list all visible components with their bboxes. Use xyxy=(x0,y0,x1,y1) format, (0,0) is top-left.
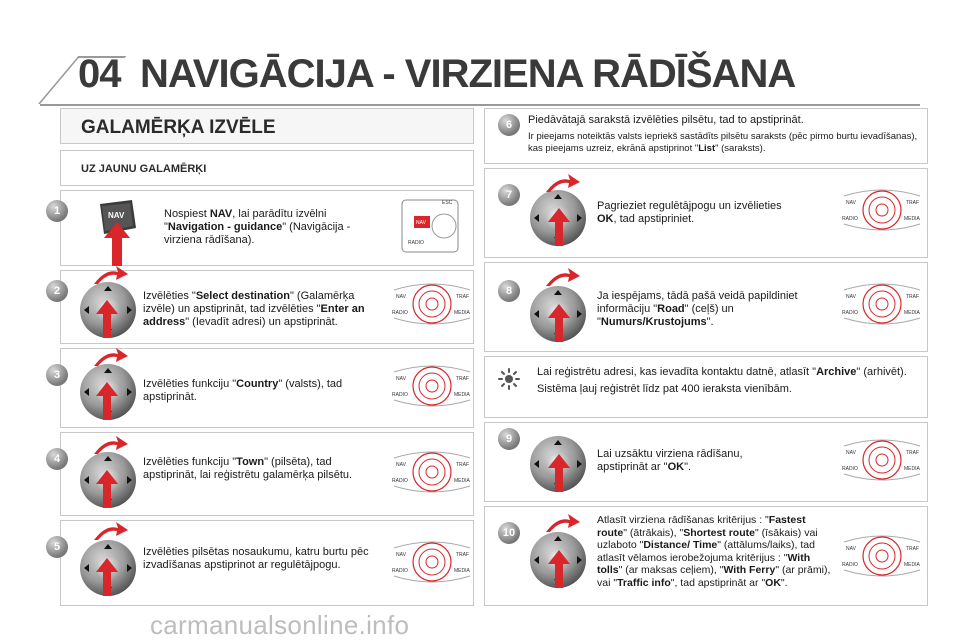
step-4-text: Izvēlēties funkciju "Town" (pilsēta), tad apstiprināt, lai reģistrētu galamērķa pilsētu. xyxy=(143,456,353,481)
press-arrow-icon xyxy=(548,550,570,588)
control-panel-illustration xyxy=(390,534,474,590)
step-7-text: Pagrieziet regulētājpogu un izvēlieties OK, tad apstipriniet. xyxy=(597,200,782,225)
tip-text: Lai reģistrētu adresi, kas ievadīta kontaktu datnē, atlasīt "Archive" (arhivēt). Sistēma ļauj reģistrēt līdz pat 400 ieraksta vienībām. xyxy=(537,366,907,395)
panel-label-radio: RADIO xyxy=(842,310,858,316)
panel-label-nav: NAV xyxy=(396,552,406,558)
panel-label-traf: TRAF xyxy=(456,462,470,468)
panel-label-media: MEDIA xyxy=(454,478,470,484)
watermark: carmanualsonline.info xyxy=(150,610,410,640)
panel-label-traf: TRAF xyxy=(906,200,920,206)
panel-label-radio: RADIO xyxy=(392,478,408,484)
panel-label-media: MEDIA xyxy=(454,310,470,316)
panel-label-media: MEDIA xyxy=(904,466,920,472)
step-badge-8: 8 xyxy=(498,280,520,302)
panel-label-esc: ESC xyxy=(442,200,453,206)
control-panel-illustration xyxy=(390,444,474,500)
step-badge-7: 7 xyxy=(498,184,520,206)
panel-label-radio: RADIO xyxy=(842,562,858,568)
control-panel-illustration xyxy=(390,358,474,414)
step-badge-1: 1 xyxy=(46,200,68,222)
step-badge-3: 3 xyxy=(46,364,68,386)
panel-label-nav: NAV xyxy=(416,220,426,226)
rotate-arrow-icon xyxy=(92,266,128,286)
panel-label-nav: NAV xyxy=(846,294,856,300)
panel-label-nav: NAV xyxy=(846,200,856,206)
step-1-text: Nospiest NAV, lai parādītu izvēlni "Navigation - guidance" (Navigācija - virziena rādīšana). xyxy=(164,208,351,246)
press-arrow-icon xyxy=(548,208,570,246)
control-panel-illustration xyxy=(840,276,924,332)
panel-label-nav: NAV xyxy=(846,546,856,552)
step-badge-6: 6 xyxy=(498,114,520,136)
control-panel-nav-illustration xyxy=(392,196,476,252)
rotate-arrow-icon xyxy=(544,174,580,194)
step-badge-2: 2 xyxy=(46,280,68,302)
panel-label-nav: NAV xyxy=(396,462,406,468)
rotate-arrow-icon xyxy=(544,268,580,288)
panel-label-traf: TRAF xyxy=(906,546,920,552)
panel-label-nav: NAV xyxy=(396,294,406,300)
tip-sun-icon xyxy=(498,368,520,390)
panel-label-traf: TRAF xyxy=(456,376,470,382)
subsection-title: UZ JAUNU GALAMĒRĶI xyxy=(81,163,207,175)
rotate-arrow-icon xyxy=(544,514,580,534)
control-panel-illustration xyxy=(840,182,924,238)
step-badge-4: 4 xyxy=(46,448,68,470)
panel-label-media: MEDIA xyxy=(454,392,470,398)
chapter-number: 04 xyxy=(78,52,121,96)
header-rule xyxy=(40,104,920,106)
step-8-text: Ja iespējams, tādā pašā veidā papildiniet informāciju "Road" (ceļš) un "Numurs/Krustojums". xyxy=(597,290,798,328)
step-badge-10: 10 xyxy=(498,522,520,544)
panel-label-traf: TRAF xyxy=(456,294,470,300)
rotate-arrow-icon xyxy=(92,522,128,542)
panel-label-media: MEDIA xyxy=(454,568,470,574)
step-9-text: Lai uzsāktu virziena rādīšanu, apstiprināt ar "OK". xyxy=(597,448,743,473)
step-badge-9: 9 xyxy=(498,428,520,450)
panel-label-radio: RADIO xyxy=(408,240,424,246)
control-panel-illustration xyxy=(840,432,924,488)
panel-label-media: MEDIA xyxy=(904,562,920,568)
panel-label-radio: RADIO xyxy=(842,466,858,472)
step-6-text: Piedāvātajā sarakstā izvēlēties pilsētu, tad to apstiprināt. Ir pieejams noteiktās valsts iepriekš sastādīts pilsētu saraksts (pēc pirmo burtu ievadīšanas), kas pieejams uzreiz, ekrānā apstiprinot "List" (saraksts). xyxy=(528,114,918,154)
panel-label-radio: RADIO xyxy=(392,568,408,574)
panel-label-nav: NAV xyxy=(846,450,856,456)
section-title: GALAMĒRĶA IZVĒLE xyxy=(81,117,276,138)
panel-label-radio: RADIO xyxy=(392,310,408,316)
page-title: NAVIGĀCIJA - VIRZIENA RĀDĪŠANA xyxy=(140,52,796,96)
step-10-text: Atlasīt virziena rādīšanas kritērijus : "Fastest route" (ātrākais), "Shortest route" (īsākais) vai uzlaboto "Distance/ Time" (attālums/laiks), tad atlasīt vēlamos ierobežojuma kritērijus : "With tolls" (ar maksas ceļiem), "With Ferry" (ar prāmi), vai "Traffic info", tad apstiprināt ar "OK". xyxy=(597,514,831,589)
control-panel-illustration xyxy=(390,276,474,332)
press-arrow-icon xyxy=(104,222,130,266)
press-arrow-icon xyxy=(96,382,118,420)
step-2-text: Izvēlēties "Select destination" (Galamērķa izvēle) un apstiprināt, tad izvēlēties "Enter an address" (Ievadīt adresi) un apstiprināt. xyxy=(143,290,365,328)
press-arrow-icon xyxy=(96,558,118,596)
press-arrow-icon xyxy=(548,304,570,342)
panel-label-traf: TRAF xyxy=(456,552,470,558)
panel-label-traf: TRAF xyxy=(906,450,920,456)
panel-label-radio: RADIO xyxy=(392,392,408,398)
panel-label-traf: TRAF xyxy=(906,294,920,300)
section-title-box xyxy=(60,108,474,144)
nav-button-label: NAV xyxy=(108,211,125,220)
step-badge-5: 5 xyxy=(46,536,68,558)
panel-label-radio: RADIO xyxy=(842,216,858,222)
panel-label-nav: NAV xyxy=(396,376,406,382)
rotate-arrow-icon xyxy=(92,436,128,456)
control-panel-illustration xyxy=(840,528,924,584)
press-arrow-icon xyxy=(548,454,570,492)
panel-label-media: MEDIA xyxy=(904,216,920,222)
step-5-text: Izvēlēties pilsētas nosaukumu, katru burtu pēc izvadīšanas apstiprinot ar regulētājpogu. xyxy=(143,546,369,571)
press-arrow-icon xyxy=(96,300,118,338)
panel-label-media: MEDIA xyxy=(904,310,920,316)
rotate-arrow-icon xyxy=(92,348,128,368)
press-arrow-icon xyxy=(96,470,118,508)
subsection-title-box xyxy=(60,150,474,186)
step-3-text: Izvēlēties funkciju "Country" (valsts), tad apstiprināt. xyxy=(143,378,343,403)
